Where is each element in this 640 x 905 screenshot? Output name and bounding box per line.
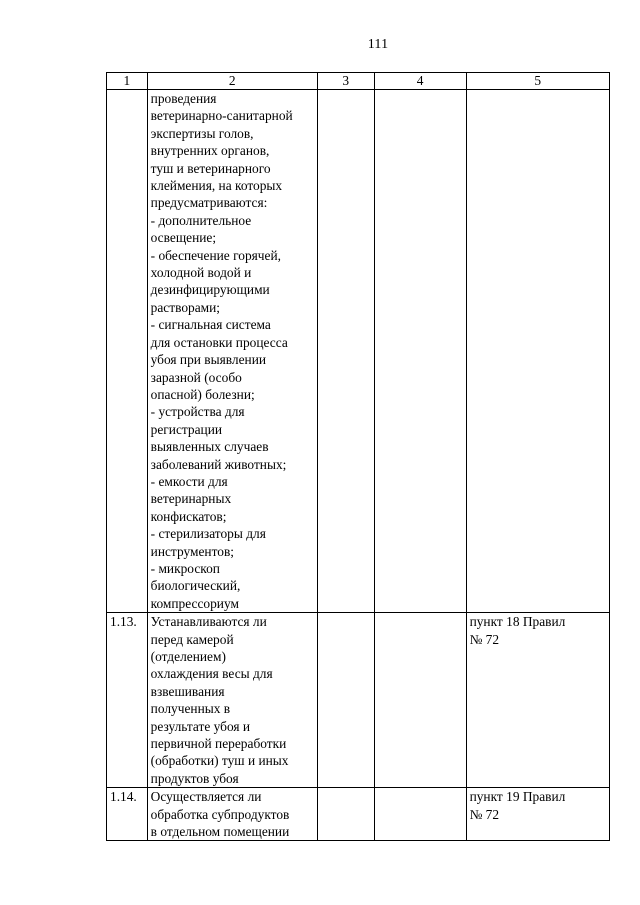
answer-cell-col4	[374, 788, 466, 841]
question-cell	[147, 90, 317, 613]
question-text-line: туш и ветеринарного	[150, 160, 271, 176]
question-text-line: растворами;	[150, 299, 221, 315]
question-text-line: освещение;	[150, 230, 217, 246]
question-text-line: заразной (особо	[150, 369, 242, 385]
legal-reference-line: № 72	[469, 806, 500, 822]
header-cell-col2: 2	[147, 73, 317, 90]
item-number-cell: 1.14.	[107, 788, 148, 841]
question-text-line: - дополнительное	[150, 212, 252, 228]
table-row	[107, 613, 610, 788]
question-text-line: продуктов убоя	[150, 770, 239, 786]
question-text-line: внутренних органов,	[150, 143, 270, 159]
question-text-line: клеймения, на которых	[150, 178, 283, 194]
legal-reference-cell	[466, 613, 609, 788]
question-text-line: биологический,	[150, 578, 241, 594]
question-text-line: в отдельном помещении	[150, 824, 290, 840]
header-cell-col3: 3	[317, 73, 374, 90]
question-text-line: полученных в	[150, 701, 231, 717]
question-text-line: первичной переработки	[150, 736, 287, 752]
question-text-line: результате убоя и	[150, 718, 251, 734]
question-text-line: - сигнальная система	[150, 317, 271, 333]
checklist-table	[106, 72, 610, 841]
legal-reference-line: № 72	[469, 631, 500, 647]
question-text-line: инструментов;	[150, 543, 234, 559]
question-text-line: ветеринарно-санитарной	[150, 108, 293, 124]
legal-reference-cell	[466, 788, 609, 841]
header-cell-col1: 1	[107, 73, 148, 90]
question-text-line: (обработки) туш и иных	[150, 753, 289, 769]
question-text-line: Устанавливаются ли	[150, 614, 267, 630]
question-text-line: - обеспечение горячей,	[150, 247, 281, 263]
question-text-line: ветеринарных	[150, 491, 232, 507]
legal-reference-line: пункт 19 Правил	[469, 789, 566, 805]
question-text-line: - микроскоп	[150, 560, 220, 576]
question-text-line: Осуществляется ли	[150, 789, 262, 805]
question-text-line: конфискатов;	[150, 508, 227, 524]
table-body	[107, 73, 610, 841]
question-text-line: проведения	[150, 91, 217, 106]
question-text-line: убоя при выявлении	[150, 352, 267, 368]
question-text-line: перед камерой	[150, 631, 234, 647]
question-text-line: холодной водой и	[150, 265, 252, 281]
answer-cell-col3	[317, 90, 374, 613]
item-number-cell: 1.13.	[107, 613, 148, 788]
legal-reference-line: пункт 18 Правил	[469, 614, 566, 630]
question-text-line: опасной) болезни;	[150, 386, 255, 402]
question-text-line: предусматриваются:	[150, 195, 268, 211]
question-text-line: дезинфицирующими	[150, 282, 270, 298]
question-text-line: экспертизы голов,	[150, 125, 254, 141]
answer-cell-col4	[374, 90, 466, 613]
question-text-line: - емкости для	[150, 473, 228, 489]
answer-cell-col3	[317, 788, 374, 841]
question-text-line: (отделением)	[150, 649, 226, 664]
table-row	[107, 788, 610, 841]
question-text-line: для остановки процесса	[150, 334, 288, 350]
question-cell	[147, 613, 317, 788]
question-text-line: компрессориум	[150, 595, 239, 611]
question-text-line: - стерилизаторы для	[150, 526, 266, 542]
item-number-cell	[107, 90, 148, 613]
page-number: 111	[367, 37, 389, 52]
answer-cell-col3	[317, 613, 374, 788]
answer-cell-col4	[374, 613, 466, 788]
question-text-line: заболеваний животных;	[150, 456, 287, 472]
question-text-line: регистрации	[150, 421, 223, 437]
question-text-line: обработка субпродуктов	[150, 806, 290, 822]
header-cell-col5: 5	[466, 73, 609, 90]
question-cell	[147, 788, 317, 841]
question-text-line: охлаждения весы для	[150, 666, 273, 682]
header-cell-col4: 4	[374, 73, 466, 90]
legal-reference-cell	[466, 90, 609, 613]
question-text-line: взвешивания	[150, 683, 225, 699]
question-text-line: - устройства для	[150, 404, 245, 420]
table-row	[107, 90, 610, 613]
question-text-line: выявленных случаев	[150, 439, 269, 455]
table-header-row	[107, 73, 610, 90]
